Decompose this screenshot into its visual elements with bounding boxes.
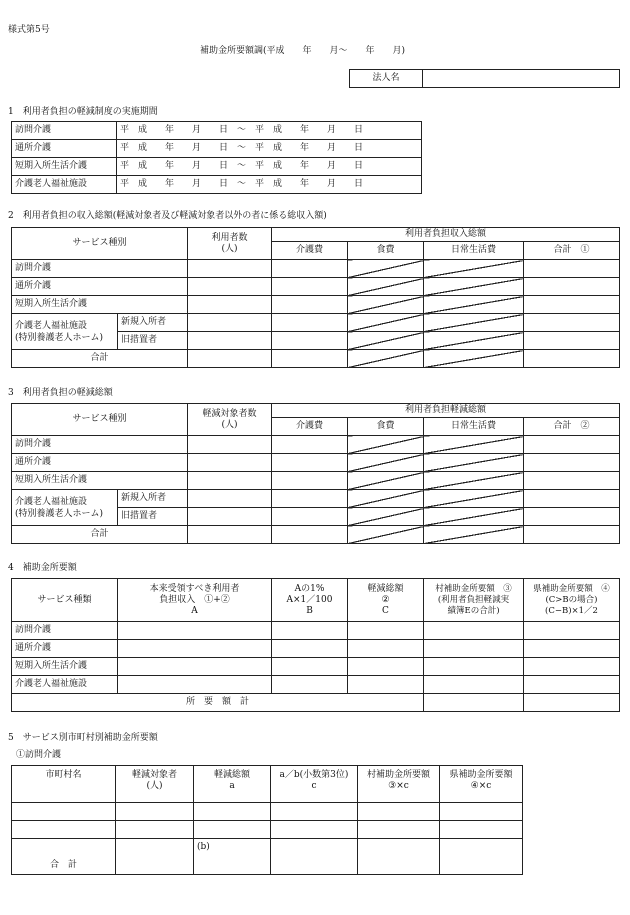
h-service: サービス種別 (12, 404, 188, 436)
cell[interactable] (272, 332, 348, 350)
row-label: 訪問介護 (12, 260, 188, 278)
cell[interactable] (118, 640, 272, 658)
cell[interactable] (424, 622, 524, 640)
cell[interactable] (524, 260, 620, 278)
diag-cell (424, 526, 524, 544)
diag-cell (348, 350, 424, 368)
period-row-label: 通所介護 (12, 140, 117, 158)
cell[interactable] (358, 839, 440, 875)
row-label: 通所介護 (12, 640, 118, 658)
period-value[interactable]: 平 成 年 月 日 〜 平 成 年 月 日 (117, 176, 422, 194)
cell[interactable] (116, 803, 194, 821)
period-value[interactable]: 平 成 年 月 日 〜 平 成 年 月 日 (117, 158, 422, 176)
h-a: 本来受領すべき利用者 負担収入 ①+② A (118, 579, 272, 622)
h-care: 介護費 (272, 418, 348, 436)
corp-name-label: 法人名 (350, 70, 423, 88)
cell[interactable] (524, 526, 620, 544)
row-label: 訪問介護 (12, 436, 188, 454)
cell[interactable] (358, 803, 440, 821)
h-pref: 県補助金所要額 ④ (C>Bの場合) (C−B)×1／2 (524, 579, 620, 622)
cell[interactable] (188, 278, 272, 296)
cell[interactable] (272, 490, 348, 508)
cell[interactable] (358, 821, 440, 839)
cell[interactable] (440, 803, 523, 821)
cell[interactable] (118, 658, 272, 676)
h-group: 利用者負担軽減総額 (272, 404, 620, 418)
section5-heading: 5 サービス別市町村別補助金所要額 (8, 733, 158, 743)
h-service: サービス種別 (12, 228, 188, 260)
cell[interactable] (188, 350, 272, 368)
cell[interactable] (194, 821, 271, 839)
cell[interactable] (188, 472, 272, 490)
cell[interactable] (188, 332, 272, 350)
cell[interactable] (524, 296, 620, 314)
cell[interactable] (188, 436, 272, 454)
diag-cell (348, 436, 424, 454)
diag-cell (424, 490, 524, 508)
form-number: 様式第5号 (8, 25, 50, 35)
h-food: 食費 (348, 242, 424, 260)
cell[interactable] (348, 622, 424, 640)
diag-cell (348, 508, 424, 526)
h-daily: 日常生活費 (424, 242, 524, 260)
cell[interactable] (272, 296, 348, 314)
h-c: 軽減総額 ② C (348, 579, 424, 622)
h-village: 村補助金所要額 ③ (利用者負担軽減実 績簿Eの合計) (424, 579, 524, 622)
h-service: サービス種類 (12, 579, 118, 622)
diag-cell (424, 472, 524, 490)
total-label: 合 計 (12, 839, 116, 875)
cell[interactable] (272, 454, 348, 472)
facility-label: 介護老人福祉施設 (特別養護老人ホーム) (12, 490, 118, 526)
cell[interactable] (524, 676, 620, 694)
h-food: 食費 (348, 418, 424, 436)
h-b: Aの1% A×1／100 B (272, 579, 348, 622)
h-daily: 日常生活費 (424, 418, 524, 436)
cell[interactable] (524, 472, 620, 490)
cell[interactable] (524, 436, 620, 454)
diag-cell (424, 314, 524, 332)
cell[interactable] (272, 350, 348, 368)
old-label: 旧措置者 (118, 508, 188, 526)
cell[interactable] (524, 314, 620, 332)
period-table (11, 121, 422, 194)
row-label: 訪問介護 (12, 622, 118, 640)
cell[interactable] (12, 821, 116, 839)
h-count: 軽減対象者数 (人) (188, 404, 272, 436)
cell[interactable] (188, 314, 272, 332)
diag-cell (424, 296, 524, 314)
cell[interactable] (524, 508, 620, 526)
cell[interactable] (348, 640, 424, 658)
row-label: 短期入所生活介護 (12, 296, 188, 314)
diag-cell (424, 508, 524, 526)
cell[interactable] (524, 694, 620, 712)
cell[interactable] (272, 260, 348, 278)
cell[interactable] (424, 640, 524, 658)
new-label: 新規入所者 (118, 314, 188, 332)
section4-heading: 4 補助金所要額 (8, 563, 77, 573)
cell[interactable] (188, 260, 272, 278)
h-city: 市町村名 (12, 766, 116, 803)
diag-cell (348, 332, 424, 350)
row-label: 通所介護 (12, 278, 188, 296)
row-label: 通所介護 (12, 454, 188, 472)
cell[interactable] (116, 839, 194, 875)
cell[interactable] (272, 640, 348, 658)
cell[interactable] (348, 658, 424, 676)
period-row-label: 介護老人福祉施設 (12, 176, 117, 194)
row-label: 短期入所生活介護 (12, 472, 188, 490)
h-village: 村補助金所要額 ③×c (358, 766, 440, 803)
diag-cell (424, 332, 524, 350)
income-table (11, 227, 620, 368)
h-total: 合計 ① (524, 242, 620, 260)
cell[interactable] (272, 278, 348, 296)
cell[interactable] (440, 821, 523, 839)
cell[interactable] (272, 472, 348, 490)
subsidy-table (11, 578, 620, 712)
h-amount: 軽減総額 a (194, 766, 271, 803)
cell[interactable] (194, 803, 271, 821)
row-label: 短期入所生活介護 (12, 658, 118, 676)
corp-name-field[interactable] (423, 70, 620, 88)
cell[interactable] (272, 508, 348, 526)
cell[interactable] (118, 622, 272, 640)
cell[interactable] (116, 821, 194, 839)
page-title: 補助金所要額調(平成 年 月〜 年 月) (200, 46, 406, 56)
cell[interactable] (524, 278, 620, 296)
facility-label: 介護老人福祉施設 (特別養護老人ホーム) (12, 314, 118, 350)
section1-heading: 1 利用者負担の軽減制度の実施期間 (8, 107, 158, 117)
section2-heading: 2 利用者負担の収入総額(軽減対象者及び軽減対象者以外の者に係る総収入額) (8, 211, 327, 221)
period-row-label: 訪問介護 (12, 122, 117, 140)
period-value[interactable]: 平 成 年 月 日 〜 平 成 年 月 日 (117, 122, 422, 140)
diag-cell (424, 278, 524, 296)
cell[interactable] (440, 839, 523, 875)
cell[interactable] (188, 454, 272, 472)
h-care: 介護費 (272, 242, 348, 260)
diag-cell (348, 454, 424, 472)
h-total: 合計 ② (524, 418, 620, 436)
cell[interactable] (272, 436, 348, 454)
h-group: 利用者負担収入総額 (272, 228, 620, 242)
diag-cell (348, 490, 424, 508)
diag-cell (424, 436, 524, 454)
cell[interactable] (272, 658, 348, 676)
h-ratio: a／b(小数第3位) c (271, 766, 358, 803)
cell[interactable] (524, 658, 620, 676)
cell[interactable] (188, 296, 272, 314)
cell[interactable] (524, 490, 620, 508)
h-count: 利用者数 (人) (188, 228, 272, 260)
diag-cell (424, 454, 524, 472)
period-row-label: 短期入所生活介護 (12, 158, 117, 176)
diag-cell (348, 314, 424, 332)
cell[interactable] (524, 640, 620, 658)
cell[interactable] (118, 676, 272, 694)
cell[interactable] (271, 803, 358, 821)
period-value[interactable]: 平 成 年 月 日 〜 平 成 年 月 日 (117, 140, 422, 158)
sum-label: 合計 (12, 350, 188, 368)
cell[interactable] (524, 332, 620, 350)
cell[interactable] (272, 622, 348, 640)
diag-cell (348, 278, 424, 296)
cell[interactable] (272, 526, 348, 544)
cell[interactable] (272, 676, 348, 694)
cell[interactable] (348, 676, 424, 694)
diag-cell (348, 526, 424, 544)
h-count: 軽減対象者 (人) (116, 766, 194, 803)
b-label: (b) (194, 839, 271, 875)
total-label: 所 要 額 計 (12, 694, 424, 712)
cell[interactable] (424, 676, 524, 694)
diag-cell (348, 296, 424, 314)
diag-cell (424, 260, 524, 278)
row-label: 介護老人福祉施設 (12, 676, 118, 694)
cell[interactable] (271, 821, 358, 839)
cell[interactable] (524, 622, 620, 640)
section3-heading: 3 利用者負担の軽減総額 (8, 388, 113, 398)
h-pref: 県補助金所要額 ④×c (440, 766, 523, 803)
cell[interactable] (188, 490, 272, 508)
sum-label: 合計 (12, 526, 188, 544)
new-label: 新規入所者 (118, 490, 188, 508)
section5-sub: ①訪問介護 (16, 750, 62, 760)
cell[interactable] (188, 508, 272, 526)
cell[interactable] (12, 803, 116, 821)
cell[interactable] (424, 694, 524, 712)
cell[interactable] (272, 314, 348, 332)
cell[interactable] (271, 839, 358, 875)
cell[interactable] (524, 454, 620, 472)
diag-cell (424, 350, 524, 368)
diag-cell (348, 260, 424, 278)
old-label: 旧措置者 (118, 332, 188, 350)
reduction-table (11, 403, 620, 544)
cell[interactable] (188, 526, 272, 544)
diag-cell (348, 472, 424, 490)
cell[interactable] (424, 658, 524, 676)
cell[interactable] (524, 350, 620, 368)
city-table (11, 765, 523, 875)
